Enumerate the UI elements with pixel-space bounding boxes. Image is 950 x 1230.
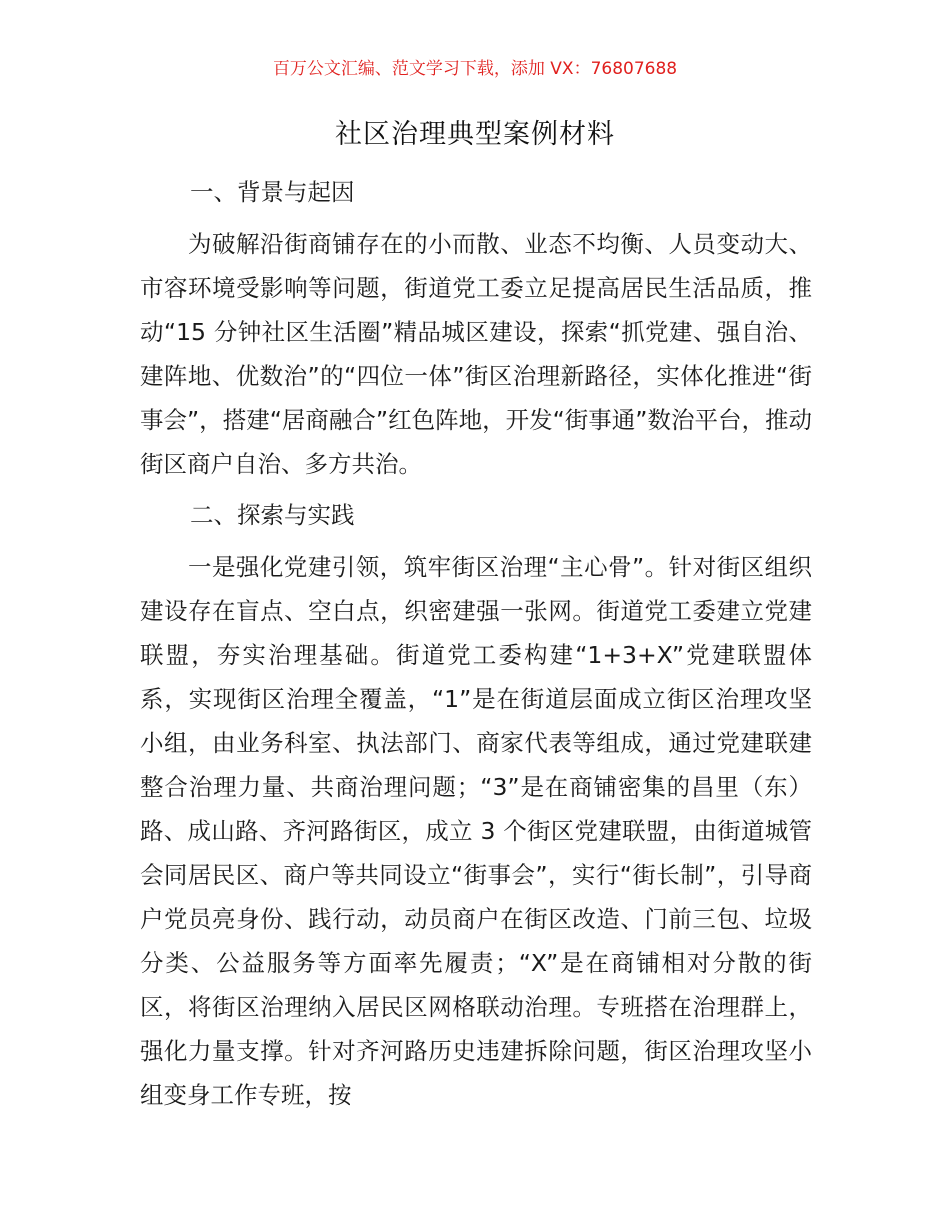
page-title: 社区治理典型案例材料 <box>335 119 615 150</box>
header-banner: 百万公文汇编、范文学习下载，添加 VX：76807688 <box>272 59 678 79</box>
paragraph-background: 为破解沿街商铺存在的小而散、业态不均衡、人员变动大、市容环境受影响等问题，街道党工委立足提高居民生活品质，推动“15 分钟社区生活圈”精品城区建设，探索“抓党建、强自治、建阵地、优数治”的“四位一体”街区治理新路径，实体化推进“街事会”，搭建“居商融合”红色阵地，开发“街事通”数治平台，推动街区商户自治、多方共治。 <box>140 230 812 478</box>
section-heading-practice: 二、探索与实践 <box>190 501 355 529</box>
section-heading-background: 一、背景与起因 <box>190 178 355 206</box>
paragraph-practice: 一是强化党建引领，筑牢街区治理“主心骨”。针对街区组织建设存在盲点、空白点，织密建强一张网。街道党工委建立党建联盟，夯实治理基础。街道党工委构建“1+3+X”党建联盟体系，实现街区治理全覆盖，“1”是在街道层面成立街区治理攻坚小组，由业务科室、执法部门、商家代表等组成，通过党建联建整合治理力量、共商治理问题；“3”是在商铺密集的昌里（东）路、成山路、齐河路街区，成立 3 个街区党建联盟，由街道城管会同居民区、商户等共同设立“街事会”，实行“街长制”，引导商户党员亮身份、践行动，动员商户在街区改造、门前三包、垃圾分类、公益服务等方面率先履责；“X”是在商铺相对分散的街区，将街区治理纳入居民区网格联动治理。专班搭在治理群上，强化力量支撑。针对齐河路历史违建拆除问题，街区治理攻坚小组变身工作专班，按 <box>140 553 812 1109</box>
